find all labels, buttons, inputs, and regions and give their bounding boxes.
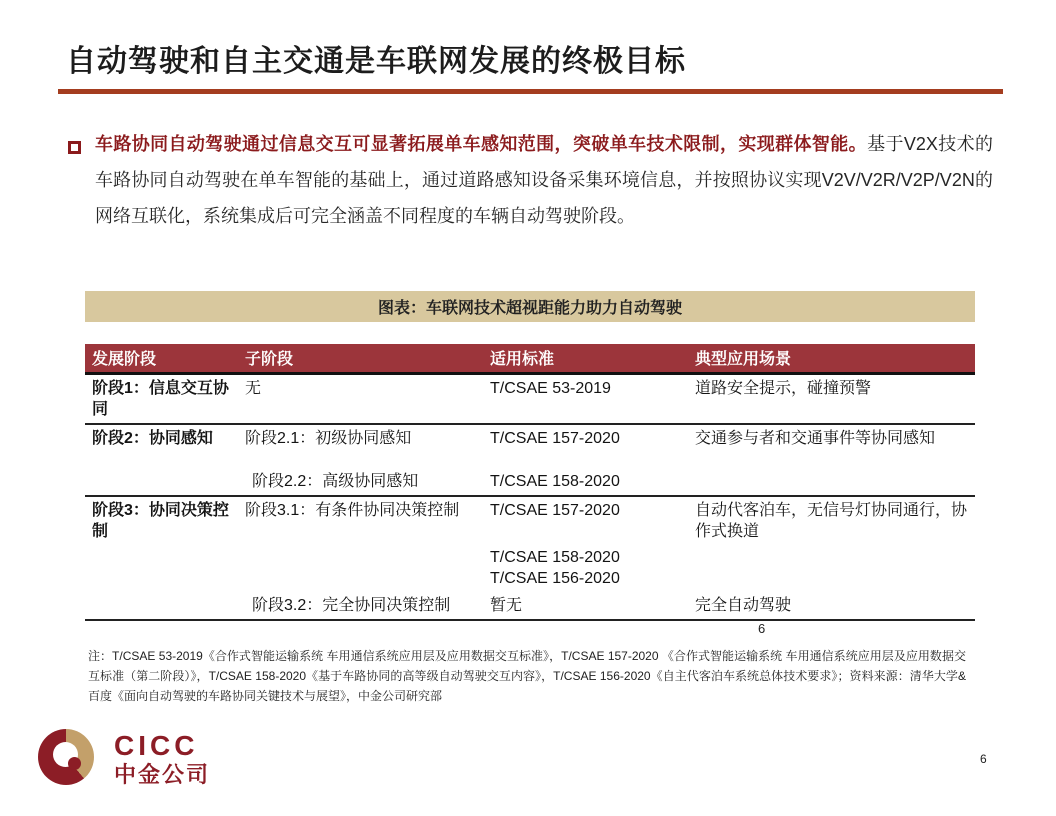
table-group-stage3 [85,496,975,620]
table-group-stage1 [85,373,975,424]
intro-regular-text: 基于V2X技术的车路协同自动驾驶在单车智能的基础上，通过道路感知设备采集环境信息，并按照协议实现V2V/V2R/V2P/V2N的网络互联化，系统集成后可完全涵盖不同程度的车辆自动驾驶阶段。 [95,134,993,226]
chart-caption-bar: 图表：车联网技术超视距能力助力自动驾驶 [85,291,975,322]
stage-cell: 阶段2：协同感知 [92,429,213,447]
col-header-substage: 子阶段 [245,344,490,373]
standard-cell: 暂无 [490,596,523,614]
source-note: 注：T/CSAE 53-2019《合作式智能运输系统 车用通信系统应用层及应用数据交互标准》，T/CSAE 157-2020 《合作式智能运输系统 车用通信系统应用层及应用数据交互标准（第二阶段）》，T/CSAE 158-2020《基于车路协同的高等级自动驾驶交互内容》，T/CSAE 156-2020《自主代客泊车系统总体技术要求》；资料来源：清华大学&百度《面向自动驾驶的车路协同关键技术与展望》，中金公司研究部 [88,649,966,703]
standard-cell: T/CSAE 157-2020 [490,429,620,447]
scenario-cell: 道路安全提示，碰撞预警 [695,379,872,397]
intro-paragraph [95,126,993,234]
title-underline [58,89,1003,94]
standard-line: T/CSAE 158-2020 [490,548,620,566]
stage-cell: 阶段3：协同决策控制 [92,501,229,540]
table-group-stage2 [85,424,975,496]
scenario-cell: 自动代客泊车，无信号灯协同通行，协作式换道 [695,501,968,540]
footer-page-number: 6 [980,752,987,766]
standard-cell: T/CSAE 53-2019 [490,379,611,397]
inline-page-number: 6 [758,621,766,636]
col-header-stage: 发展阶段 [85,344,245,373]
logo-text [114,729,210,789]
stage-cell: 阶段1：信息交互协同 [92,379,229,418]
table-row [85,373,975,424]
substage-cell: 阶段3.1：有条件协同决策控制 [245,501,460,519]
cicc-logo-icon [38,729,94,785]
page-title: 自动驾驶和自主交通是车联网发展的终极目标 [66,45,686,78]
col-header-standard: 适用标准 [490,344,695,373]
scenario-cell: 完全自动驾驶 [695,596,792,614]
logo-swirl [68,757,81,770]
logo-text-en: CICC [114,730,199,761]
table-header-row [85,344,975,373]
col-header-scenario: 典型应用场景 [695,344,975,373]
stages-table [85,344,975,621]
intro-bold-text: 车路协同自动驾驶通过信息交互可显著拓展单车感知范围，突破单车技术限制，实现群体智能。 [95,134,868,154]
logo-text-cn: 中金公司 [114,762,211,787]
cicc-logo [38,729,210,789]
bullet-square-icon [68,141,81,154]
scenario-cell [695,468,975,496]
substage-cell: 无 [245,379,262,397]
standard-cell [490,496,695,592]
standard-line: T/CSAE 156-2020 [490,569,620,587]
substage-cell: 阶段3.2：完全协同决策控制 [252,596,451,614]
table-row [85,496,975,592]
standard-cell: T/CSAE 158-2020 [490,472,620,490]
substage-cell: 阶段2.2：高级协同感知 [252,472,419,490]
scenario-cell: 交通参与者和交通事件等协同感知 [695,429,936,447]
standard-line: T/CSAE 157-2020 [490,501,620,519]
substage-cell: 阶段2.1：初级协同感知 [245,429,412,447]
table-row [85,424,975,468]
